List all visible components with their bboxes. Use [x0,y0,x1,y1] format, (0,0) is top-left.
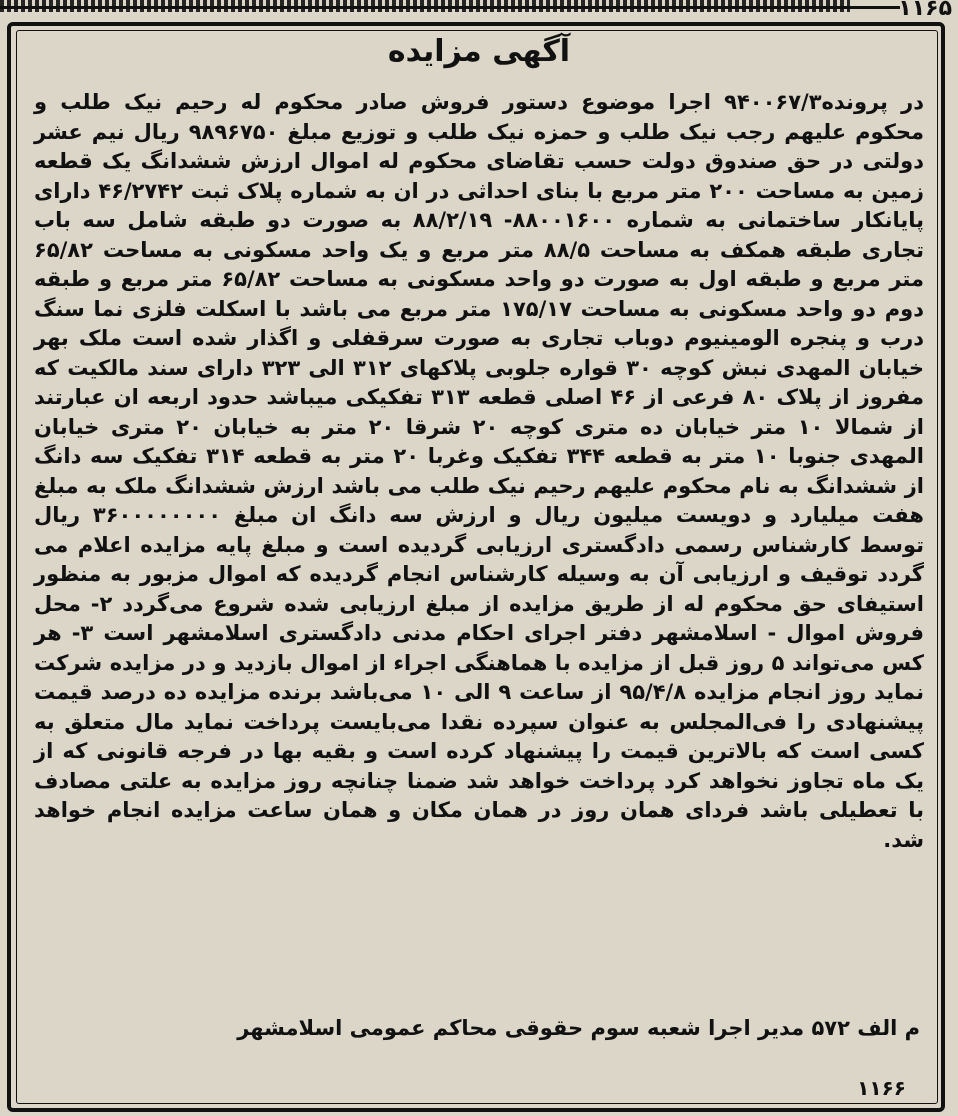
top-ad-code: ۱۱۶۵ [898,0,952,21]
bottom-ad-code: ۱۱۶۶ [857,1076,906,1100]
notice-body: در پرونده۹۴۰۰۶۷/۳ اجرا موضوع دستور فروش صادر محکوم له رحیم نیک طلب و محکوم علیهم رجب نیک طلب و حمزه نیک طلب و توزیع مبلغ ۹۸۹۶۷۵۰ ریال نیم عشر دولتی در حق صندوق دولت حسب تقاضای محکوم له اموال ارزش ششدانگ یک قطعه زمین به مساحت ۲۰۰ متر مربع با بنای احداثی در ان به شماره پلاک ثبت ۴۶/۲۷۴۲ دارای پایانکار ساختمانی به شماره ۸۸۰۰۱۶۰۰- ۸۸/۲/۱۹ به صورت دو طبقه شامل سه باب تجاری طبقه همکف به مساحت ۸۸/۵ متر مربع و یک واحد مسکونی به مساحت ۶۵/۸۲ متر مربع و طبقه اول به صورت دو واحد مسکونی به مساحت ۶۵/۸۲ متر مربع و طبقه دوم دو واحد مسکونی به مساحت ۱۷۵/۱۷ متر مربع می باشد با اسکلت فلزی نما سنگ درب و پنجره الومینیوم دوباب تجاری به صورت سرقفلی و اگذار شده است ملک بهر خیابان المهدی نبش کوچه ۳۰ قواره جلوبی پلاکهای ۳۱۲ الی ۳۲۳ دارای سند مالکیت که مفروز از پلاک ۸۰ فرعی از ۴۶ اصلی قطعه ۳۱۳ تفکیکی میباشد حدود اربعه ان عبارتند از شمالا ۱۰ متر خیابان ده متری کوچه ۲۰ شرقا ۲۰ متر به خیابان ۲۰ متری خیابان المهدی جنوبا ۱۰ متر به قطعه ۳۴۴ تفکیک وغربا ۲۰ متر به قطعه ۳۱۴ تفکیک سه دانگ از ششدانگ به نام محکوم علیهم رحیم نیک طلب می باشد ارزش ششدانگ ملک به مبلغ هفت میلیارد و دویست میلیون ریال و ارزش سه دانگ ان مبلغ ۳۶۰۰۰۰۰۰۰۰ ریال توسط کارشناس رسمی دادگستری ارزیابی گردیده است و مبلغ پایه مزایده اعلام می گردد توقیف و ارزیابی آن به وسیله کارشناس انجام گردیده که اموال مزبور به منظور استیفای حق محکوم له از طریق مزایده از مبلغ ارزیابی شده شروع می‌گردد ۲- محل فروش اموال - اسلامشهر دفتر اجرای احکام مدنی دادگستری اسلامشهر است ۳- هر کس می‌تواند ۵ روز قبل از مزایده با هماهنگی اجراء از اموال بازدید و در مزایده شرکت نماید روز انجام مزایده ۹۵/۴/۸ از ساعت ۹ الی ۱۰ می‌باشد برنده مزایده ده درصد قیمت پیشنهادی را فی‌المجلس به عنوان سپرده نقدا می‌بایست پرداخت نماید مال متعلق به کسی است که بالاترین قیمت را پیشنهاد کرده است و بقیه بها در فرجه قانونی که از یک ماه تجاوز نخواهد کرد پرداخت خواهد شد ضمنا چنانچه روز مزایده به علتی مصادف با تعطیلی باشد فردای همان روز در همان مکان و همان ساعت مزایده انجام خواهد شد. [34,90,925,852]
notice-signature: م الف ۵۷۲ مدیر اجرا شعبه سوم حقوقی محاکم عمومی اسلامشهر [237,1016,920,1040]
notice-title: آگهی مزایده [387,34,571,69]
top-rule-line [0,6,900,9]
